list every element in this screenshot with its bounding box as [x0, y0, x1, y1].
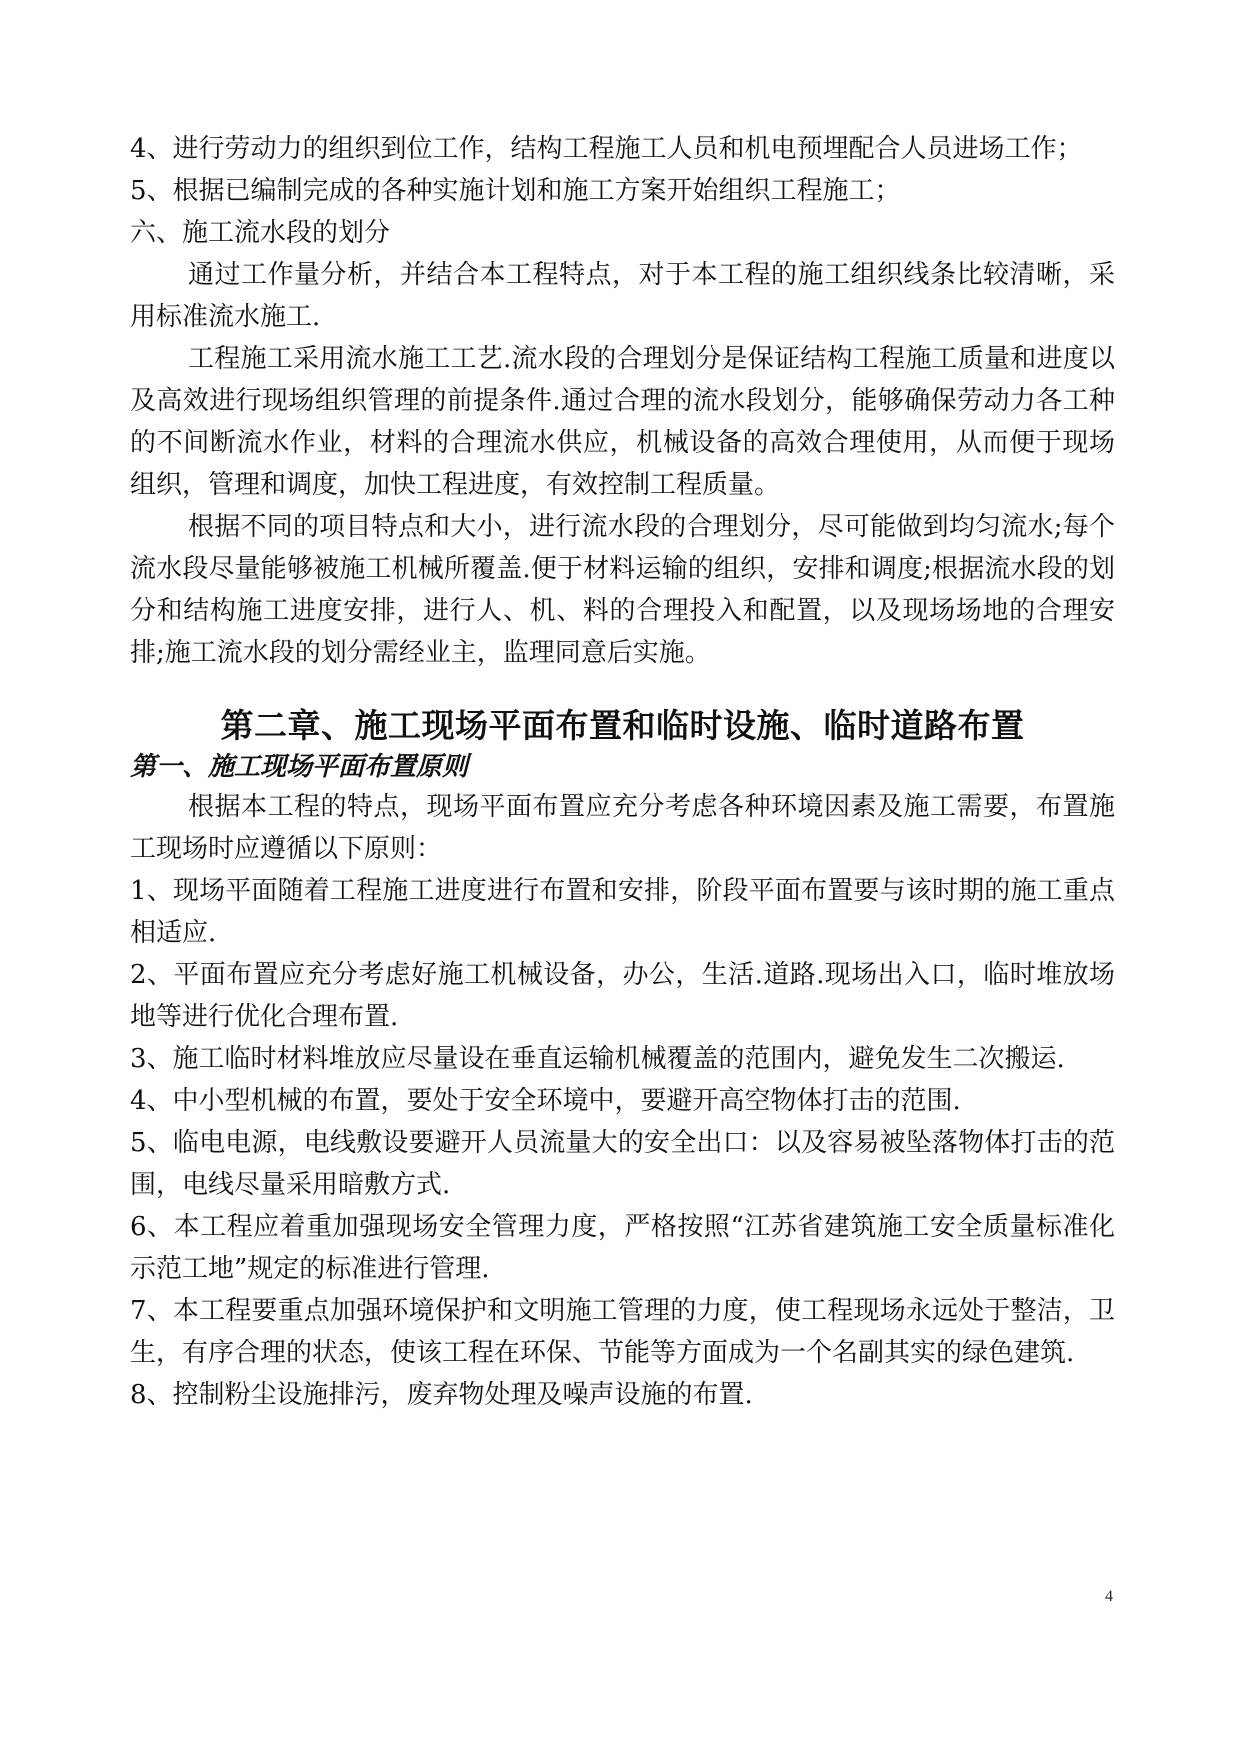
body-paragraph: 根据本工程的特点，现场平面布置应充分考虑各种环境因素及施工需要，布置施工现场时应遵循以下原则：: [130, 792, 1115, 864]
list-item: 8、控制粉尘设施排污，废弃物处理及噪声设施的布置.: [130, 1380, 753, 1410]
body-paragraph: 通过工作量分析，并结合本工程特点，对于本工程的施工组织线条比较清晰，采用标准流水施工.: [130, 260, 1115, 332]
list-item: 6、本工程应着重加强现场安全管理力度，严格按照“江苏省建筑施工安全质量标准化示范工地”规定的标准进行管理.: [130, 1212, 1115, 1284]
list-item: 5、临电电源，电线敷设要避开人员流量大的安全出口：以及容易被坠落物体打击的范围，电线尽量采用暗敷方式.: [130, 1128, 1115, 1200]
body-paragraph: 根据不同的项目特点和大小，进行流水段的合理划分，尽可能做到均匀流水;每个流水段尽量能够被施工机械所覆盖.便于材料运输的组织，安排和调度;根据流水段的划分和结构施工进度安排，进行人、机、料的合理投入和配置，以及现场场地的合理安排;施工流水段的划分需经业主，监理同意后实施。: [130, 512, 1115, 668]
page-content: [130, 128, 1115, 1416]
list-item: 7、本工程要重点加强环境保护和文明施工管理的力度，使工程现场永远处于整洁，卫生，有序合理的状态，使该工程在环保、节能等方面成为一个名副其实的绿色建筑.: [130, 1296, 1115, 1368]
subsection-heading: 六、施工流水段的划分: [130, 218, 391, 248]
list-item: 1、现场平面随着工程施工进度进行布置和安排，阶段平面布置要与该时期的施工重点相适应.: [130, 876, 1115, 948]
list-item: 2、平面布置应充分考虑好施工机械设备，办公，生活.道路.现场出入口，临时堆放场地等进行优化合理布置.: [130, 960, 1115, 1032]
list-item: 3、施工临时材料堆放应尽量设在垂直运输机械覆盖的范围内，避免发生二次搬运.: [130, 1044, 1065, 1074]
list-item: 5、根据已编制完成的各种实施计划和施工方案开始组织工程施工；: [130, 176, 901, 206]
list-item: 4、中小型机械的布置，要处于安全环境中，要避开高空物体打击的范围.: [130, 1086, 961, 1116]
body-paragraph: 工程施工采用流水施工工艺.流水段的合理划分是保证结构工程施工质量和进度以及高效进行现场组织管理的前提条件.通过合理的流水段划分，能够确保劳动力各工种的不间断流水作业，材料的合理流水供应，机械设备的高效合理使用，从而便于现场组织，管理和调度，加快工程进度，有效控制工程质量。: [130, 344, 1115, 500]
list-item: 4、进行劳动力的组织到位工作，结构工程施工人员和机电预埋配合人员进场工作；: [130, 134, 1083, 164]
page-number: 4: [1105, 1588, 1113, 1605]
chapter-title: 第二章、施工现场平面布置和临时设施、临时道路布置: [220, 706, 1025, 745]
section-title: 第一、施工现场平面布置原则: [130, 752, 469, 782]
